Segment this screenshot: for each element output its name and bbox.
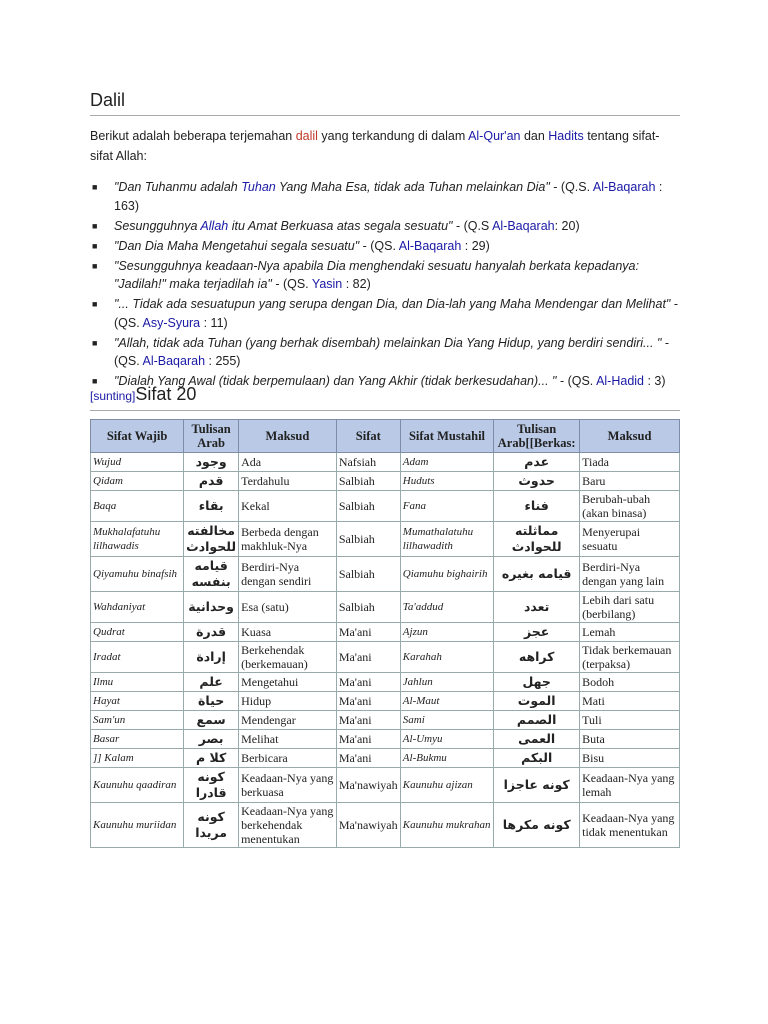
sifat-20-table <box>90 419 680 848</box>
dalil-list <box>90 178 680 392</box>
maksud-mustahil-cell: Tuli <box>580 711 680 730</box>
table-header-row <box>91 420 680 453</box>
sifat-type-cell: Ma'ani <box>336 692 400 711</box>
sifat-wajib-cell: ]] Kalam <box>91 749 184 768</box>
sifat-wajib-cell: Qiyamuhu binafsih <box>91 557 184 592</box>
sifat-wajib-cell: Kaunuhu muriidan <box>91 803 184 848</box>
dalil-quote: "... Tidak ada sesuatupun yang serupa dengan Dia, dan Dia-lah yang Maha Mendengar dan Melihat" <box>114 297 671 311</box>
maksud-cell: Berdiri-Nya dengan sendiri <box>239 557 337 592</box>
arab-wajib-cell: وحدانية <box>184 592 239 623</box>
bullet-icon: ■ <box>92 260 98 271</box>
table-row <box>91 642 680 673</box>
sifat-mustahil-cell: Al-Bukmu <box>400 749 493 768</box>
table-body <box>91 453 680 848</box>
sifat-mustahil-cell: Qiamuhu bighairih <box>400 557 493 592</box>
dalil-quote: "Allah, tidak ada Tuhan (yang berhak disembah) melainkan Dia Yang Hidup, yang berdiri sendiri... " <box>114 335 662 350</box>
link-surah[interactable]: Al-Baqarah <box>492 218 555 233</box>
maksud-mustahil-cell: Lebih dari satu (berbilang) <box>580 592 680 623</box>
link-surah[interactable]: Asy-Syura <box>142 315 201 330</box>
table-row <box>91 472 680 491</box>
arab-wajib-cell: كونه مريدا <box>184 803 239 848</box>
arab-mustahil-cell: حدوث <box>494 472 580 491</box>
link-dalil[interactable]: dalil <box>295 129 318 143</box>
table-row <box>91 711 680 730</box>
sifat-wajib-cell: Qidam <box>91 472 184 491</box>
arab-wajib-cell: وجود <box>184 453 239 472</box>
sifat-type-cell: Ma'ani <box>336 623 400 642</box>
sifat-type-cell: Salbiah <box>336 592 400 623</box>
sifat-mustahil-cell: Kaunuhu mukrahan <box>400 803 493 848</box>
table-row <box>91 557 680 592</box>
link-surah[interactable]: Al-Baqarah <box>142 354 206 368</box>
sifat-mustahil-cell: Fana <box>400 491 493 522</box>
maksud-mustahil-cell: Berubah-ubah (akan binasa) <box>580 491 680 522</box>
intro-text: dan <box>520 129 549 143</box>
dalil-quote: Sesungguhnya Allah itu Amat Berkuasa atas segala sesuatu" <box>114 218 453 233</box>
sifat-mustahil-cell: Adam <box>400 453 493 472</box>
maksud-cell: Kuasa <box>239 623 337 642</box>
maksud-mustahil-cell: Bisu <box>580 749 680 768</box>
intro-text: yang terkandung di dalam <box>317 129 469 143</box>
sifat-mustahil-cell: Jahlun <box>400 673 493 692</box>
dalil-quote: "Dialah Yang Awal (tidak berpemulaan) dan Yang Akhir (tidak berkesudahan)... " <box>114 374 557 388</box>
sifat-mustahil-cell: Mumathalatuhu lilhawadith <box>400 522 493 557</box>
sifat-wajib-cell: Hayat <box>91 692 184 711</box>
arab-mustahil-cell: كونه عاجزا <box>494 768 580 803</box>
sifat-type-cell: Salbiah <box>336 491 400 522</box>
column-header: Sifat <box>336 420 400 453</box>
dalil-item: ■ Sesungguhnya Allah itu Amat Berkuasa atas segala sesuatu" - (Q.S Al-Baqarah: 20) <box>90 217 680 236</box>
arab-wajib-cell: مخالفته للحوادث <box>184 522 239 557</box>
sifat-mustahil-cell: Kaunuhu ajizan <box>400 768 493 803</box>
maksud-cell: Berkehendak (berkemauan) <box>239 642 337 673</box>
intro-text: tentang sifat-sifat Allah: <box>90 129 660 163</box>
arab-mustahil-cell: عدم <box>494 453 580 472</box>
maksud-cell: Mendengar <box>239 711 337 730</box>
arab-wajib-cell: قيامه بنفسه <box>184 557 239 592</box>
bullet-icon: ■ <box>92 240 98 251</box>
sifat-wajib-cell: Mukhalafatuhu lilhawadis <box>91 522 184 557</box>
maksud-cell: Berbicara <box>239 749 337 768</box>
bullet-icon: ■ <box>92 337 98 348</box>
bullet-icon: ■ <box>92 182 98 192</box>
maksud-mustahil-cell: Tidak berkemauan (terpaksa) <box>580 642 680 673</box>
dalil-item: ■ "Sesungguhnya keadaan-Nya apabila Dia menghendaki sesuatu hanyalah berkata kepadanya: "Jadilah!" maka terjadilah ia" - (QS. Yasin : 82) <box>92 258 639 291</box>
arab-mustahil-cell: كراهه <box>494 642 580 673</box>
sifat-mustahil-cell: Sami <box>400 711 493 730</box>
table-row <box>91 803 680 848</box>
table-row <box>91 768 680 803</box>
table-row <box>91 592 680 623</box>
maksud-mustahil-cell: Berdiri-Nya dengan yang lain <box>580 557 680 592</box>
column-header: Tulisan Arab <box>184 420 239 453</box>
section-heading-dalil: Dalil <box>90 89 680 116</box>
maksud-cell: Keadaan-Nya yang berkuasa <box>239 768 337 803</box>
table-row <box>91 522 680 557</box>
sifat-wajib-cell: Kaunuhu qaadiran <box>91 768 184 803</box>
arab-mustahil-cell: تعدد <box>494 592 580 623</box>
arab-wajib-cell: كونه قادرا <box>184 768 239 803</box>
link-surah[interactable]: Al-Hadid <box>596 374 644 388</box>
maksud-mustahil-cell: Buta <box>580 730 680 749</box>
arab-wajib-cell: سمع <box>184 711 239 730</box>
bullet-icon: ■ <box>92 299 98 309</box>
edit-section-link[interactable]: [sunting] <box>90 389 136 403</box>
sifat-mustahil-cell: Al-Umyu <box>400 730 493 749</box>
sifat-type-cell: Ma'nawiyah <box>336 768 400 803</box>
sifat-wajib-cell: Ilmu <box>91 673 184 692</box>
maksud-cell: Keadaan-Nya yang berkehendak menentukan <box>239 803 337 848</box>
arab-wajib-cell: قدرة <box>184 623 239 642</box>
link-al-quran[interactable]: Al-Qur'an <box>468 129 521 143</box>
arab-wajib-cell: كلا م <box>184 749 239 768</box>
maksud-cell: Kekal <box>239 491 337 522</box>
sifat-wajib-cell: Sam'un <box>91 711 184 730</box>
column-header: Tulisan Arab[[Berkas: <box>494 420 580 453</box>
column-header: Maksud <box>580 420 680 453</box>
dalil-item: ■ "Allah, tidak ada Tuhan (yang berhak disembah) melainkan Dia Yang Hidup, yang berdiri sendiri... " - (QS. Al-Baqarah : 255) <box>92 335 670 368</box>
arab-mustahil-cell: قيامه بغيره <box>494 557 580 592</box>
sifat-type-cell: Salbiah <box>336 557 400 592</box>
sifat-type-cell: Ma'nawiyah <box>336 803 400 848</box>
maksud-cell: Ada <box>239 453 337 472</box>
maksud-cell: Mengetahui <box>239 673 337 692</box>
dalil-item: ■ "Dan Dia Maha Mengetahui segala sesuatu" - (QS. Al-Baqarah : 29) <box>90 237 680 256</box>
bullet-icon: ■ <box>92 376 98 386</box>
sifat-type-cell: Ma'ani <box>336 711 400 730</box>
arab-mustahil-cell: البكم <box>494 749 580 768</box>
maksud-cell: Esa (satu) <box>239 592 337 623</box>
sifat-mustahil-cell: Huduts <box>400 472 493 491</box>
link-hadits[interactable]: Hadits <box>548 129 584 143</box>
sifat-type-cell: Salbiah <box>336 472 400 491</box>
link-tuhan[interactable]: Tuhan <box>241 180 276 194</box>
column-header: Sifat Wajib <box>91 420 184 453</box>
dalil-item: ■ "Dialah Yang Awal (tidak berpemulaan) dan Yang Akhir (tidak berkesudahan)... " - (QS. Al-Hadid : 3) <box>90 372 680 391</box>
dalil-quote: "Dan Dia Maha Mengetahui segala sesuatu" <box>114 238 360 253</box>
maksud-mustahil-cell: Menyerupai sesuatu <box>580 522 680 557</box>
sifat-wajib-cell: Basar <box>91 730 184 749</box>
table-row <box>91 692 680 711</box>
maksud-mustahil-cell: Keadaan-Nya yang lemah <box>580 768 680 803</box>
arab-mustahil-cell: العمى <box>494 730 580 749</box>
arab-mustahil-cell: كونه مكرها <box>494 803 580 848</box>
section-title: Sifat 20 <box>135 384 197 404</box>
arab-mustahil-cell: الصمم <box>494 711 580 730</box>
sifat-mustahil-cell: Al-Maut <box>400 692 493 711</box>
arab-mustahil-cell: فناء <box>494 491 580 522</box>
maksud-mustahil-cell: Baru <box>580 472 680 491</box>
column-header: Sifat Mustahil <box>400 420 493 453</box>
sifat-wajib-cell: Qudrat <box>91 623 184 642</box>
arab-wajib-cell: بصر <box>184 730 239 749</box>
arab-mustahil-cell: جهل <box>494 673 580 692</box>
column-header: Maksud <box>239 420 337 453</box>
sifat-type-cell: Ma'ani <box>336 749 400 768</box>
table-row <box>91 623 680 642</box>
intro-text: Berikut adalah beberapa terjemahan <box>90 129 296 143</box>
maksud-cell: Berbeda dengan makhluk-Nya <box>239 522 337 557</box>
intro-paragraph <box>90 126 680 166</box>
link-surah[interactable]: Al-Baqarah <box>398 238 462 253</box>
arab-wajib-cell: حياة <box>184 692 239 711</box>
table-row <box>91 491 680 522</box>
sifat-wajib-cell: Wahdaniyat <box>91 592 184 623</box>
arab-wajib-cell: بقاء <box>184 491 239 522</box>
sifat-type-cell: Ma'ani <box>336 730 400 749</box>
sifat-mustahil-cell: Karahah <box>400 642 493 673</box>
table-row <box>91 749 680 768</box>
sifat-type-cell: Ma'ani <box>336 642 400 673</box>
sifat-type-cell: Ma'ani <box>336 673 400 692</box>
maksud-cell: Terdahulu <box>239 472 337 491</box>
arab-mustahil-cell: مماثلته للحوادث <box>494 522 580 557</box>
dalil-item: ■ "Dan Tuhanmu adalah Tuhan Yang Maha Esa, tidak ada Tuhan melainkan Dia" - (Q.S. Al-Baqarah : 163) <box>92 180 663 213</box>
maksud-mustahil-cell: Tiada <box>580 453 680 472</box>
link-surah[interactable]: Yasin <box>311 277 343 291</box>
arab-wajib-cell: إرادة <box>184 642 239 673</box>
link-surah[interactable]: Al-Baqarah <box>592 180 656 194</box>
dalil-quote: "Sesungguhnya keadaan-Nya apabila Dia menghendaki sesuatu hanyalah berkata kepadanya: "Jadilah!" maka terjadilah ia" <box>114 258 639 291</box>
sifat-type-cell: Salbiah <box>336 522 400 557</box>
maksud-mustahil-cell: Mati <box>580 692 680 711</box>
link-allah[interactable]: Allah <box>200 218 229 233</box>
dalil-quote: "Dan Tuhanmu adalah Tuhan Yang Maha Esa, tidak ada Tuhan melainkan Dia" <box>114 180 550 194</box>
maksud-mustahil-cell: Bodoh <box>580 673 680 692</box>
arab-mustahil-cell: الموت <box>494 692 580 711</box>
section-heading-sifat-20 <box>90 384 680 411</box>
sifat-wajib-cell: Wujud <box>91 453 184 472</box>
arab-wajib-cell: قدم <box>184 472 239 491</box>
table-row <box>91 730 680 749</box>
sifat-type-cell: Nafsiah <box>336 453 400 472</box>
maksud-cell: Melihat <box>239 730 337 749</box>
maksud-mustahil-cell: Keadaan-Nya yang tidak menentukan <box>580 803 680 848</box>
maksud-cell: Hidup <box>239 692 337 711</box>
sifat-wajib-cell: Baqa <box>91 491 184 522</box>
arab-mustahil-cell: عجز <box>494 623 580 642</box>
arab-wajib-cell: علم <box>184 673 239 692</box>
sifat-mustahil-cell: Ta'addud <box>400 592 493 623</box>
bullet-icon: ■ <box>92 220 98 231</box>
sifat-wajib-cell: Iradat <box>91 642 184 673</box>
maksud-mustahil-cell: Lemah <box>580 623 680 642</box>
table-row <box>91 453 680 472</box>
sifat-mustahil-cell: Ajzun <box>400 623 493 642</box>
dalil-item: ■ "... Tidak ada sesuatupun yang serupa dengan Dia, dan Dia-lah yang Maha Mendengar dan Melihat" - (QS. Asy-Syura : 11) <box>92 297 678 330</box>
table-row <box>91 673 680 692</box>
